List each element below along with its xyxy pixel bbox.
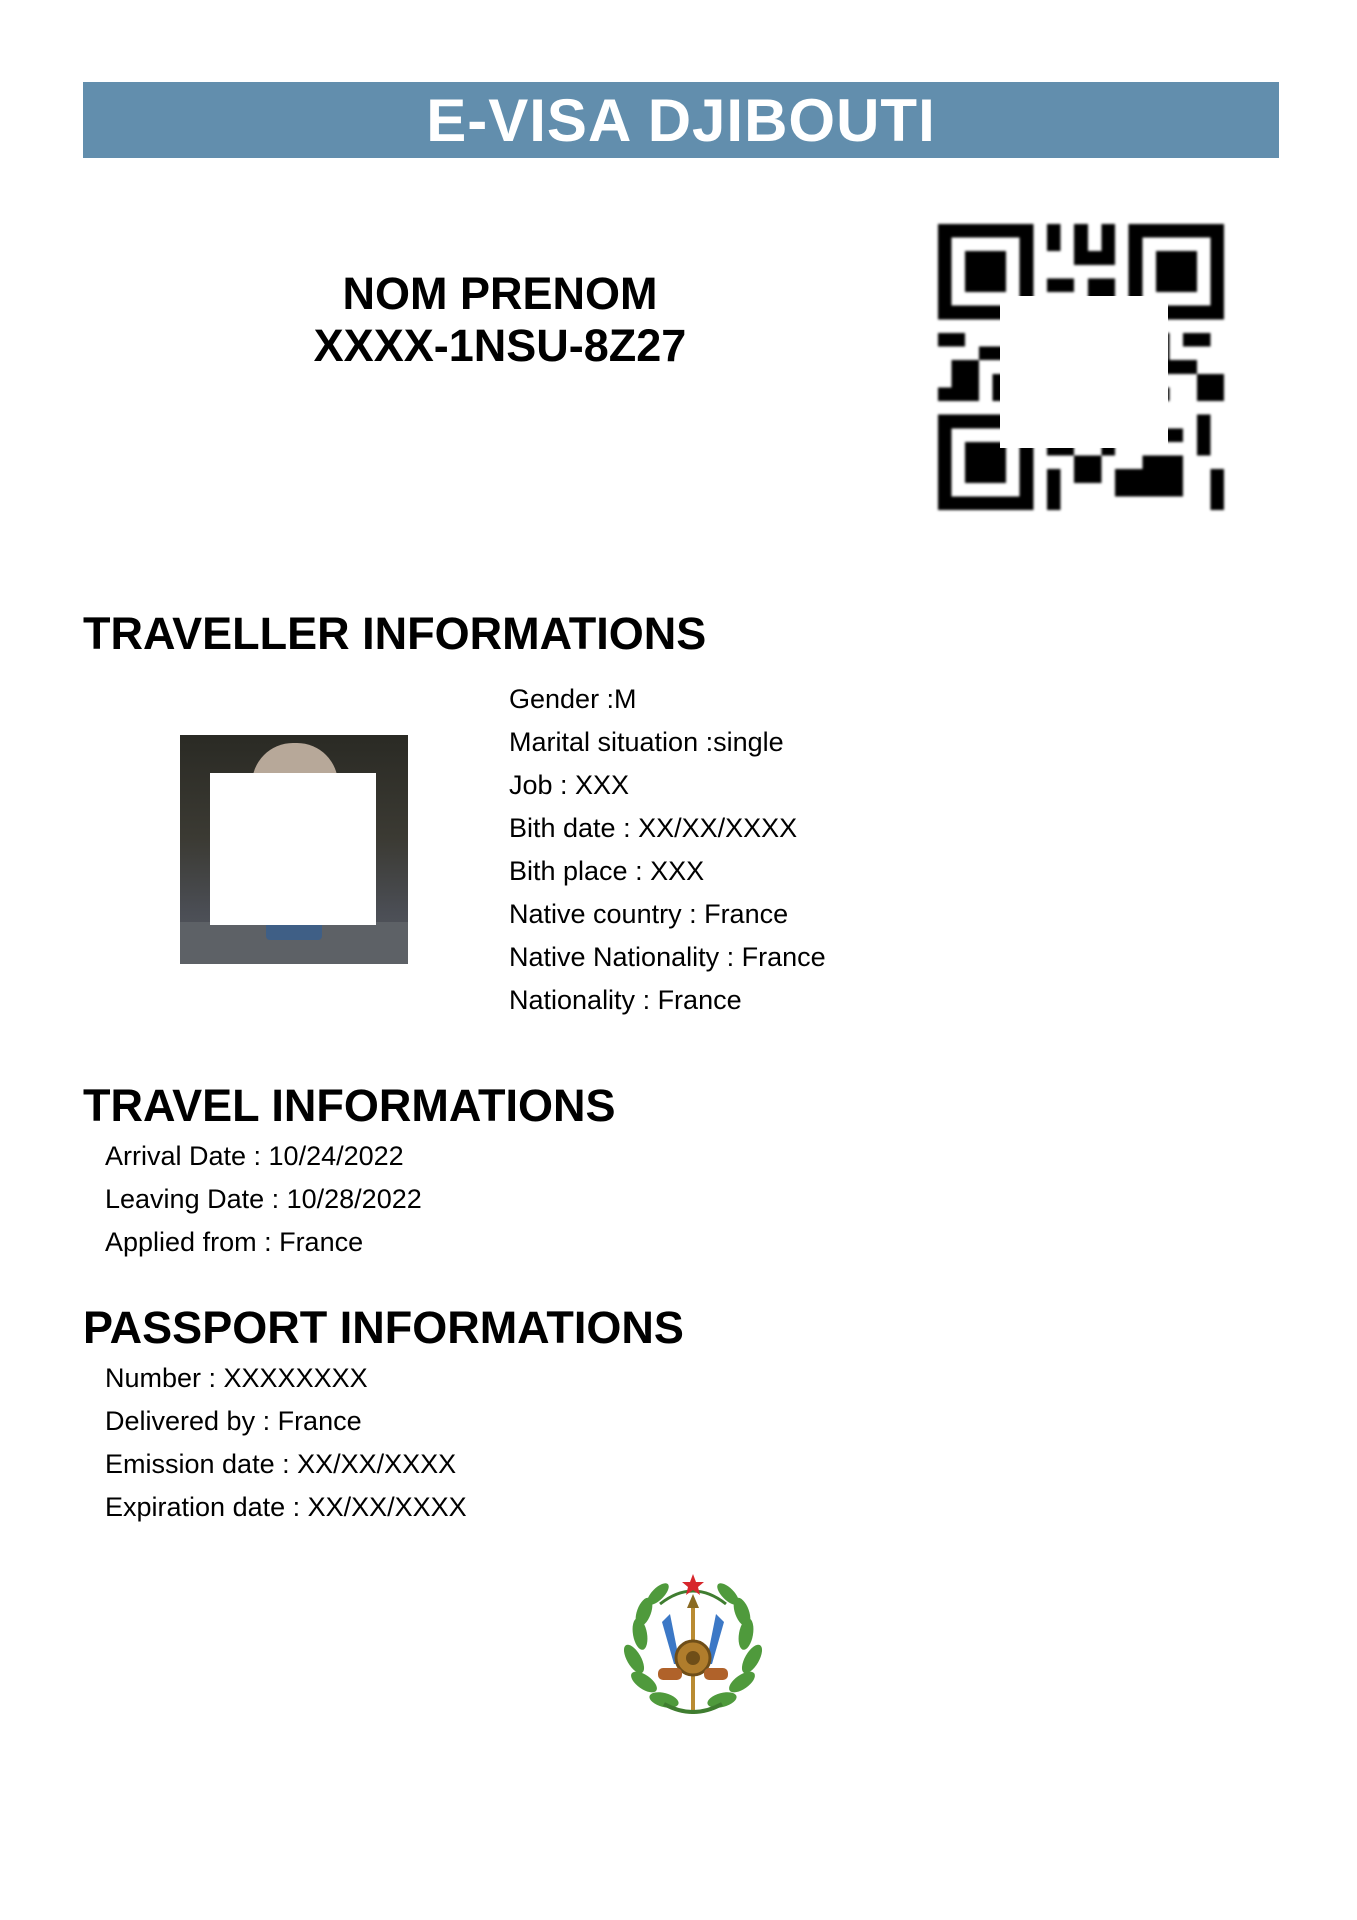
field-nationality: Nationality : France [509, 985, 742, 1015]
field-native-country: Native country : France [509, 899, 789, 929]
passport-fields [105, 1357, 467, 1529]
field-birth-date: Bith date : XX/XX/XXXX [509, 813, 798, 843]
photo-redaction [210, 773, 376, 925]
field-birth-place: Bith place : XXX [509, 856, 705, 886]
holder-block [200, 268, 800, 372]
field-leaving-date: Leaving Date : 10/28/2022 [105, 1184, 422, 1214]
passport-section-title: PASSPORT INFORMATIONS [83, 1302, 684, 1353]
field-gender: Gender :M [509, 684, 637, 714]
visa-number: XXXX-1NSU-8Z27 [313, 320, 687, 371]
field-marital-situation: Marital situation :single [509, 727, 784, 757]
qr-redaction [1000, 296, 1168, 448]
visa-banner [83, 82, 1279, 158]
field-expiration-date: Expiration date : XX/XX/XXXX [105, 1492, 467, 1522]
djibouti-coat-of-arms-icon [620, 1564, 766, 1722]
travel-fields [105, 1135, 422, 1264]
traveller-section-title: TRAVELLER INFORMATIONS [83, 608, 707, 659]
field-job: Job : XXX [509, 770, 630, 800]
field-passport-number: Number : XXXXXXXX [105, 1363, 368, 1393]
field-delivered-by: Delivered by : France [105, 1406, 362, 1436]
traveller-photo [180, 735, 408, 964]
travel-section-title: TRAVEL INFORMATIONS [83, 1080, 616, 1131]
traveller-fields [509, 678, 826, 1022]
holder-name: NOM PRENOM [342, 268, 658, 319]
visa-title: E-VISA DJIBOUTI [426, 86, 936, 154]
field-emission-date: Emission date : XX/XX/XXXX [105, 1449, 457, 1479]
field-arrival-date: Arrival Date : 10/24/2022 [105, 1141, 404, 1171]
field-native-nationality: Native Nationality : France [509, 942, 826, 972]
field-applied-from: Applied from : France [105, 1227, 364, 1257]
